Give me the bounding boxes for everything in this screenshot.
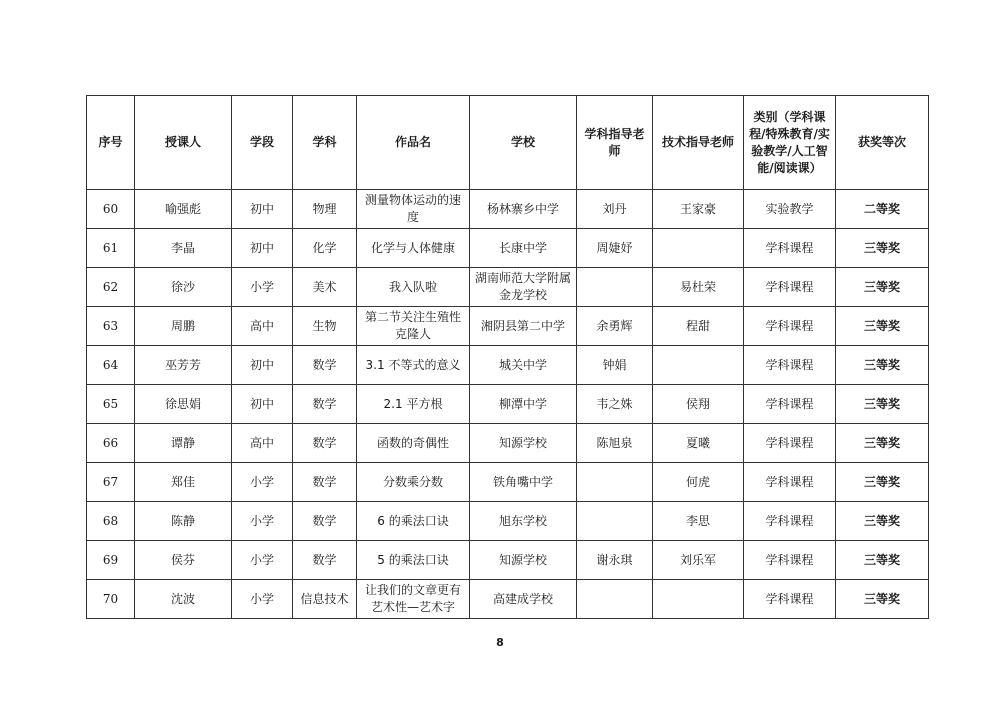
header-category: 类别（学科课程/特殊教育/实验教学/人工智能/阅读课） xyxy=(744,96,836,190)
cell-category: 实验教学 xyxy=(744,190,836,229)
cell-work: 测量物体运动的速度 xyxy=(357,190,470,229)
cell-subject: 化学 xyxy=(293,229,357,268)
cell-no: 69 xyxy=(87,541,135,580)
table-row xyxy=(87,463,929,502)
cell-teacher: 郑佳 xyxy=(135,463,232,502)
cell-subject-advisor: 谢永琪 xyxy=(577,541,653,580)
cell-category: 学科课程 xyxy=(744,463,836,502)
cell-stage: 初中 xyxy=(232,229,293,268)
cell-tech-advisor: 夏曦 xyxy=(653,424,744,463)
cell-school: 柳潭中学 xyxy=(470,385,577,424)
cell-no: 62 xyxy=(87,268,135,307)
cell-category: 学科课程 xyxy=(744,424,836,463)
cell-tech-advisor: 王家豪 xyxy=(653,190,744,229)
cell-work: 我入队啦 xyxy=(357,268,470,307)
cell-category: 学科课程 xyxy=(744,346,836,385)
cell-work: 3.1 不等式的意义 xyxy=(357,346,470,385)
cell-subject-advisor: 陈旭泉 xyxy=(577,424,653,463)
table-row xyxy=(87,580,929,619)
cell-school: 湖南师范大学附属金龙学校 xyxy=(470,268,577,307)
cell-subject: 数学 xyxy=(293,424,357,463)
header-subject: 学科 xyxy=(293,96,357,190)
cell-school: 杨林寨乡中学 xyxy=(470,190,577,229)
cell-tech-advisor xyxy=(653,580,744,619)
cell-award: 三等奖 xyxy=(836,502,929,541)
cell-stage: 高中 xyxy=(232,424,293,463)
cell-subject-advisor: 周婕妤 xyxy=(577,229,653,268)
table-row xyxy=(87,190,929,229)
cell-no: 70 xyxy=(87,580,135,619)
cell-stage: 小学 xyxy=(232,268,293,307)
cell-school: 旭东学校 xyxy=(470,502,577,541)
cell-subject: 数学 xyxy=(293,502,357,541)
cell-subject: 数学 xyxy=(293,346,357,385)
cell-no: 61 xyxy=(87,229,135,268)
cell-tech-advisor: 侯翔 xyxy=(653,385,744,424)
cell-subject: 美术 xyxy=(293,268,357,307)
cell-work: 5 的乘法口诀 xyxy=(357,541,470,580)
table-row xyxy=(87,424,929,463)
cell-no: 65 xyxy=(87,385,135,424)
header-stage: 学段 xyxy=(232,96,293,190)
cell-subject: 数学 xyxy=(293,385,357,424)
cell-no: 66 xyxy=(87,424,135,463)
cell-school: 城关中学 xyxy=(470,346,577,385)
cell-school: 长康中学 xyxy=(470,229,577,268)
cell-no: 63 xyxy=(87,307,135,346)
cell-work: 第二节关注生殖性克隆人 xyxy=(357,307,470,346)
cell-school: 湘阴县第二中学 xyxy=(470,307,577,346)
cell-school: 高建成学校 xyxy=(470,580,577,619)
table-row xyxy=(87,502,929,541)
cell-stage: 初中 xyxy=(232,190,293,229)
cell-tech-advisor: 易杜荣 xyxy=(653,268,744,307)
cell-subject-advisor xyxy=(577,463,653,502)
cell-stage: 初中 xyxy=(232,385,293,424)
header-award: 获奖等次 xyxy=(836,96,929,190)
cell-stage: 小学 xyxy=(232,502,293,541)
cell-category: 学科课程 xyxy=(744,502,836,541)
cell-award: 二等奖 xyxy=(836,190,929,229)
header-row xyxy=(87,96,929,190)
cell-subject-advisor xyxy=(577,268,653,307)
cell-award: 三等奖 xyxy=(836,580,929,619)
cell-award: 三等奖 xyxy=(836,268,929,307)
cell-category: 学科课程 xyxy=(744,541,836,580)
cell-stage: 小学 xyxy=(232,580,293,619)
cell-teacher: 李晶 xyxy=(135,229,232,268)
cell-tech-advisor xyxy=(653,229,744,268)
cell-work: 2.1 平方根 xyxy=(357,385,470,424)
table-row xyxy=(87,541,929,580)
table-row xyxy=(87,346,929,385)
cell-stage: 初中 xyxy=(232,346,293,385)
cell-teacher: 侯芬 xyxy=(135,541,232,580)
cell-award: 三等奖 xyxy=(836,463,929,502)
table-row xyxy=(87,307,929,346)
cell-tech-advisor: 李思 xyxy=(653,502,744,541)
cell-subject: 信息技术 xyxy=(293,580,357,619)
cell-school: 知源学校 xyxy=(470,541,577,580)
cell-subject-advisor: 余勇辉 xyxy=(577,307,653,346)
cell-school: 知源学校 xyxy=(470,424,577,463)
cell-teacher: 徐沙 xyxy=(135,268,232,307)
cell-work: 函数的奇偶性 xyxy=(357,424,470,463)
cell-subject-advisor: 钟娟 xyxy=(577,346,653,385)
cell-school: 铁角嘴中学 xyxy=(470,463,577,502)
cell-subject-advisor xyxy=(577,580,653,619)
cell-teacher: 喻强彪 xyxy=(135,190,232,229)
header-subject-advisor: 学科指导老师 xyxy=(577,96,653,190)
cell-no: 67 xyxy=(87,463,135,502)
cell-no: 64 xyxy=(87,346,135,385)
cell-stage: 小学 xyxy=(232,541,293,580)
cell-work: 6 的乘法口诀 xyxy=(357,502,470,541)
cell-subject-advisor xyxy=(577,502,653,541)
cell-subject: 物理 xyxy=(293,190,357,229)
cell-teacher: 巫芳芳 xyxy=(135,346,232,385)
cell-award: 三等奖 xyxy=(836,307,929,346)
cell-tech-advisor: 刘乐军 xyxy=(653,541,744,580)
cell-subject: 生物 xyxy=(293,307,357,346)
cell-stage: 高中 xyxy=(232,307,293,346)
header-work: 作品名 xyxy=(357,96,470,190)
cell-teacher: 陈静 xyxy=(135,502,232,541)
award-table xyxy=(86,95,929,619)
cell-subject-advisor: 刘丹 xyxy=(577,190,653,229)
table-row xyxy=(87,229,929,268)
cell-category: 学科课程 xyxy=(744,307,836,346)
cell-category: 学科课程 xyxy=(744,268,836,307)
cell-work: 化学与人体健康 xyxy=(357,229,470,268)
cell-subject: 数学 xyxy=(293,541,357,580)
cell-subject: 数学 xyxy=(293,463,357,502)
table-row xyxy=(87,268,929,307)
cell-category: 学科课程 xyxy=(744,580,836,619)
cell-stage: 小学 xyxy=(232,463,293,502)
cell-work: 让我们的文章更有艺术性—艺术字 xyxy=(357,580,470,619)
cell-tech-advisor: 何虎 xyxy=(653,463,744,502)
cell-tech-advisor xyxy=(653,346,744,385)
cell-teacher: 沈波 xyxy=(135,580,232,619)
cell-tech-advisor: 程甜 xyxy=(653,307,744,346)
cell-category: 学科课程 xyxy=(744,229,836,268)
cell-no: 60 xyxy=(87,190,135,229)
header-school: 学校 xyxy=(470,96,577,190)
cell-award: 三等奖 xyxy=(836,346,929,385)
table-row xyxy=(87,385,929,424)
header-tech-advisor: 技术指导老师 xyxy=(653,96,744,190)
cell-award: 三等奖 xyxy=(836,541,929,580)
page-number: 8 xyxy=(496,636,504,649)
cell-category: 学科课程 xyxy=(744,385,836,424)
header-no: 序号 xyxy=(87,96,135,190)
cell-no: 68 xyxy=(87,502,135,541)
cell-award: 三等奖 xyxy=(836,424,929,463)
cell-teacher: 谭静 xyxy=(135,424,232,463)
cell-award: 三等奖 xyxy=(836,229,929,268)
cell-work: 分数乘分数 xyxy=(357,463,470,502)
cell-teacher: 周鹏 xyxy=(135,307,232,346)
cell-teacher: 徐思娟 xyxy=(135,385,232,424)
cell-subject-advisor: 韦之姝 xyxy=(577,385,653,424)
cell-award: 三等奖 xyxy=(836,385,929,424)
table-body xyxy=(87,190,929,619)
header-teacher: 授课人 xyxy=(135,96,232,190)
